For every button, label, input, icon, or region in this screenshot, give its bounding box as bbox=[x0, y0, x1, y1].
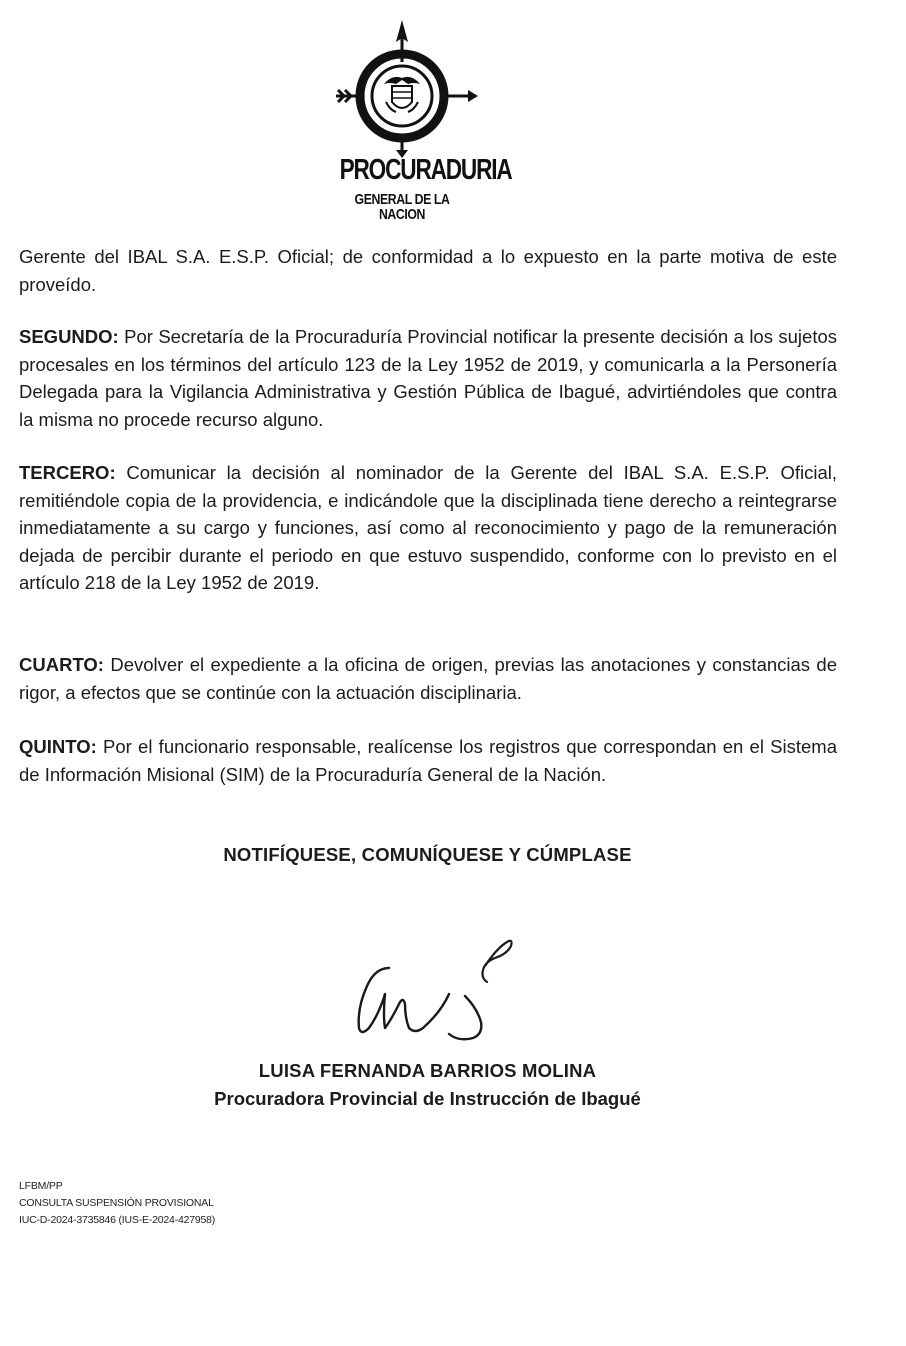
paragraph-label: QUINTO: bbox=[19, 736, 97, 757]
closing-formula: NOTIFÍQUESE, COMUNÍQUESE Y CÚMPLASE bbox=[223, 844, 632, 865]
paragraph-label: SEGUNDO: bbox=[19, 326, 119, 347]
paragraph-text: Gerente del IBAL S.A. E.S.P. Oficial; de conformidad a lo expuesto en la parte motiva de este proveído. bbox=[19, 246, 837, 295]
paragraph-quinto bbox=[19, 733, 837, 788]
signer-name: LUISA FERNANDA BARRIOS MOLINA bbox=[258, 1060, 597, 1081]
handwritten-signature bbox=[345, 928, 520, 1053]
logo-title: PROCURADURIA bbox=[339, 154, 512, 186]
procuraduria-logo bbox=[322, 18, 512, 223]
procuraduria-seal-icon bbox=[322, 18, 482, 158]
reference-initials: LFBM/PP bbox=[19, 1180, 63, 1192]
paragraph-primero-continuation bbox=[19, 243, 837, 298]
paragraph-text: Devolver el expediente a la oficina de origen, previas las anotaciones y constancias de rigor, a efectos que se continúe con la actuación disciplinaria. bbox=[19, 654, 837, 703]
reference-case-ids: IUC-D-2024-3735846 (IUS-E-2024-427958) bbox=[19, 1214, 216, 1226]
paragraph-segundo bbox=[19, 323, 837, 433]
paragraph-text: Por el funcionario responsable, realícense los registros que correspondan en el Sistema de Información Misional (SIM) de la Procuraduría General de la Nación. bbox=[19, 736, 837, 785]
signer-title: Procuradora Provincial de Instrucción de Ibagué bbox=[214, 1088, 641, 1109]
reference-subject: CONSULTA SUSPENSIÓN PROVISIONAL bbox=[19, 1197, 214, 1209]
paragraph-cuarto bbox=[19, 651, 837, 706]
paragraph-label: CUARTO: bbox=[19, 654, 104, 675]
paragraph-text: Comunicar la decisión al nominador de la Gerente del IBAL S.A. E.S.P. Oficial, remitiéndole copia de la providencia, e indicándole que la disciplinada tiene derecho a reintegrarse inmediatamente a su cargo y funciones, así como al reconocimiento y pago de la remuneración dejada de percibir durante el periodo en que estuvo suspendido, conforme con lo previsto en el artículo 218 de la Ley 1952 de 2019. bbox=[19, 462, 837, 594]
logo-subtitle: GENERAL DE LA NACION bbox=[354, 191, 450, 223]
paragraph-label: TERCERO: bbox=[19, 462, 116, 483]
paragraph-tercero bbox=[19, 459, 837, 597]
paragraph-text: Por Secretaría de la Procuraduría Provincial notificar la presente decisión a los sujetos procesales en los términos del artículo 123 de la Ley 1952 de 2019, y comunicarla a la Personería Delegada para la Vigilancia Administrativa y Gestión Pública de Ibagué, advirtiéndoles que contra la misma no procede recurso alguno. bbox=[19, 326, 837, 430]
